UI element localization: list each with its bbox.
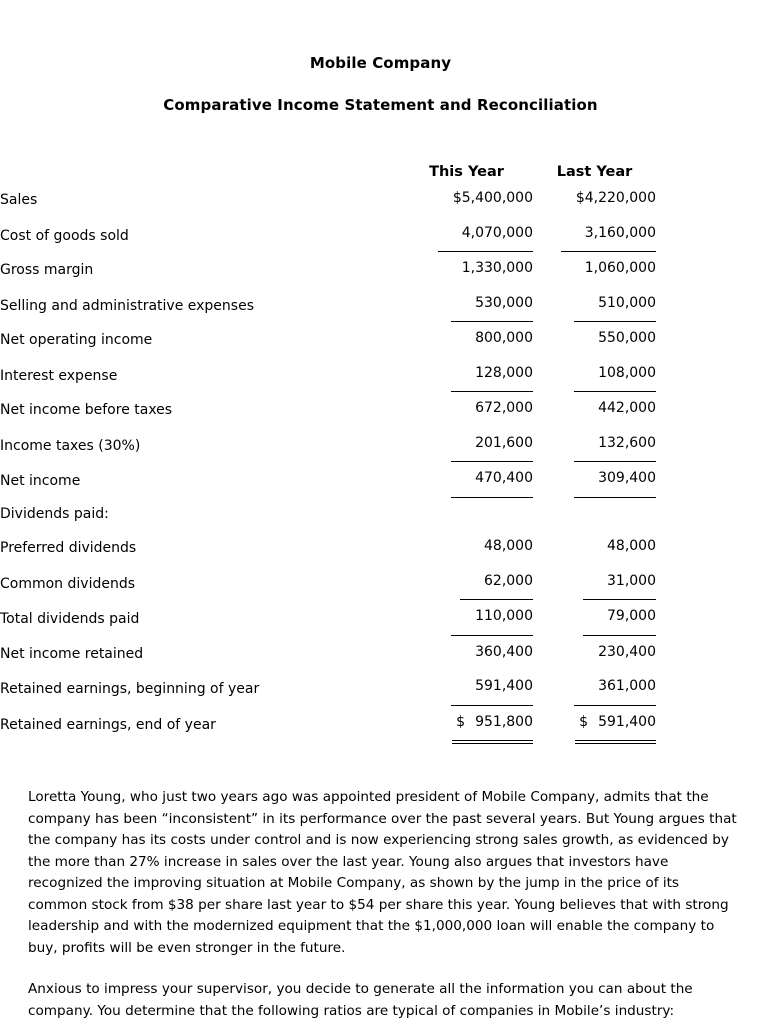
row-pad [656,530,761,565]
cell-this-year [400,217,533,253]
row-label: Net operating income [0,332,153,348]
value-wrapper [598,392,656,427]
row-label: Retained earnings, beginning of year [0,681,260,697]
value-wrapper [598,322,656,357]
cell-last-year [533,287,656,323]
row-pad [656,706,761,742]
cell-this-year [400,287,533,323]
row-pad [656,182,761,217]
cell-this-year [400,322,533,357]
narrative-paragraph: Loretta Young, who just two years ago was appointed president of Mobile Company, admits that the company has been “inconsistent” in its performance over the past several years. But Young argues that the company has its costs under control and is now experiencing strong sales growth, as evidenced by the more than 27% increase in sales over the last year. Young also argues that investors have recognized the improving situation at Mobile Company, as shown by the jump in the price of its common stock from $38 per share last year to $54 per share this year. Young believes that with strong leadership and with the modernized equipment that the $1,000,000 loan will enable the company to buy, profits will be even stronger in the future. [28,789,737,956]
page-subtitle: Comparative Income Statement and Reconciliation [163,96,598,114]
cell-last-year [533,670,656,706]
cell-value: 48,000 [484,538,533,554]
cell-this-year [400,427,533,463]
table-row [0,287,761,323]
table-row [0,462,761,498]
cell-value: 470,400 [475,470,533,486]
cell-value: 800,000 [475,330,533,346]
cell-this-year [400,498,533,531]
cell-this-year [400,565,533,601]
currency-symbol: $ [456,713,466,730]
cell-value: 110,000 [475,608,533,624]
table-body [0,182,761,741]
table-row [0,636,761,671]
row-label: Selling and administrative expenses [0,297,254,314]
cell-value: 48,000 [607,538,656,554]
cell-last-year [533,498,656,531]
table-row [0,217,761,253]
row-label: Sales [0,192,38,208]
value-wrapper [475,322,533,357]
cell-value: 108,000 [598,364,656,381]
value-wrapper [451,600,533,636]
table-row [0,357,761,393]
row-pad [656,600,761,636]
value-wrapper [451,357,533,393]
row-label: Retained earnings, end of year [0,716,216,733]
row-label: Gross margin [0,262,94,278]
value-wrapper [561,217,656,253]
cell-value: 591,400 [475,678,533,694]
table-row [0,530,761,565]
cell-last-year [533,636,656,671]
cell-last-year [533,565,656,601]
cell-this-year [400,636,533,671]
value-wrapper [462,252,533,287]
value-wrapper [453,182,533,217]
table-header-row [0,150,761,182]
row-label: Interest expense [0,367,118,384]
cell-value: 62,000 [484,572,533,589]
cell-value: 3,160,000 [584,224,656,241]
row-label: Common dividends [0,575,136,592]
row-pad [656,322,761,357]
cell-last-year [533,427,656,463]
value-wrapper [475,636,533,671]
column-header-this-year: This Year [429,164,504,180]
value-wrapper [585,252,656,287]
table-row [0,252,761,287]
cell-value: $5,400,000 [452,190,533,206]
cell-last-year [533,600,656,636]
row-pad [656,670,761,706]
cell-this-year [400,530,533,565]
cell-this-year [400,462,533,498]
value-wrapper [574,462,656,498]
value-wrapper [452,706,533,742]
cell-value: 230,400 [598,643,656,660]
table-row [0,427,761,463]
value-wrapper [574,357,656,393]
value-wrapper [583,600,656,636]
row-pad [656,427,761,463]
row-label: Net income before taxes [0,402,173,418]
table-row [0,392,761,427]
cell-this-year [400,252,533,287]
row-pad [656,287,761,323]
cell-value: 442,000 [598,400,656,416]
row-label: Preferred dividends [0,540,137,556]
row-pad [656,252,761,287]
value-wrapper [607,530,656,565]
cell-value: 1,060,000 [584,260,656,276]
currency-symbol: $ [579,713,589,730]
cell-value: 31,000 [607,572,656,589]
value-wrapper [574,427,656,463]
row-pad [656,462,761,498]
value-wrapper [451,462,533,498]
row-label: Total dividends paid [0,611,140,627]
column-header-label [0,150,400,182]
table-row [0,600,761,636]
cell-value: 361,000 [598,678,656,694]
row-label: Income taxes (30%) [0,437,141,454]
table-row [0,182,761,217]
value-wrapper [576,182,656,217]
cell-value: 128,000 [475,364,533,381]
value-wrapper [475,392,533,427]
cell-value: 79,000 [607,608,656,624]
cell-value: 360,400 [475,643,533,660]
row-label: Cost of goods sold [0,227,129,244]
column-header-last-year: Last Year [556,164,633,180]
value-wrapper [451,427,533,463]
cell-this-year [400,357,533,393]
cell-value: 550,000 [598,330,656,346]
cell-value: 201,600 [475,434,533,451]
value-wrapper [451,670,533,706]
value-wrapper [451,287,533,323]
cell-last-year [533,252,656,287]
value-wrapper [575,706,656,742]
cell-this-year [400,182,533,217]
row-label: Dividends paid: [0,505,109,522]
row-pad [656,217,761,253]
table-row [0,322,761,357]
value-wrapper [598,636,656,671]
cell-value: $4,220,000 [575,190,656,206]
column-header-pad [656,150,761,182]
cell-value: 591,400 [598,713,656,730]
table-row [0,565,761,601]
cell-last-year [533,530,656,565]
table-row [0,670,761,706]
cell-this-year [400,600,533,636]
cell-value: 530,000 [475,294,533,311]
cell-value: 510,000 [598,294,656,311]
cell-value: 951,800 [475,713,533,730]
cell-value: 309,400 [598,470,656,486]
cell-last-year [533,217,656,253]
row-label: Net income retained [0,645,144,662]
value-wrapper [574,287,656,323]
cell-last-year [533,706,656,742]
cell-last-year [533,462,656,498]
cell-this-year [400,706,533,742]
table-row [0,498,761,531]
narrative-paragraph: Anxious to impress your supervisor, you decide to generate all the information you can about the company. You determine that the following ratios are typical of companies in Mobile’s industry: [28,981,693,1019]
value-wrapper [583,565,656,601]
document-header [0,0,761,114]
cell-last-year [533,392,656,427]
value-wrapper [484,530,533,565]
value-wrapper [438,217,533,253]
cell-last-year [533,322,656,357]
cell-value: 132,600 [598,434,656,451]
cell-last-year [533,357,656,393]
row-pad [656,565,761,601]
row-pad [656,392,761,427]
cell-this-year [400,392,533,427]
narrative-section [0,787,761,1022]
row-pad [656,636,761,671]
row-label: Net income [0,473,81,489]
value-wrapper [460,565,533,601]
comparative-income-statement-table [0,150,761,741]
row-pad [656,498,761,531]
row-pad [656,357,761,393]
cell-value: 672,000 [475,400,533,416]
table-row [0,706,761,742]
value-wrapper [574,670,656,706]
page-title: Mobile Company [309,54,452,72]
cell-value: 1,330,000 [461,260,533,276]
cell-value: 4,070,000 [461,224,533,241]
cell-this-year [400,670,533,706]
cell-last-year [533,182,656,217]
